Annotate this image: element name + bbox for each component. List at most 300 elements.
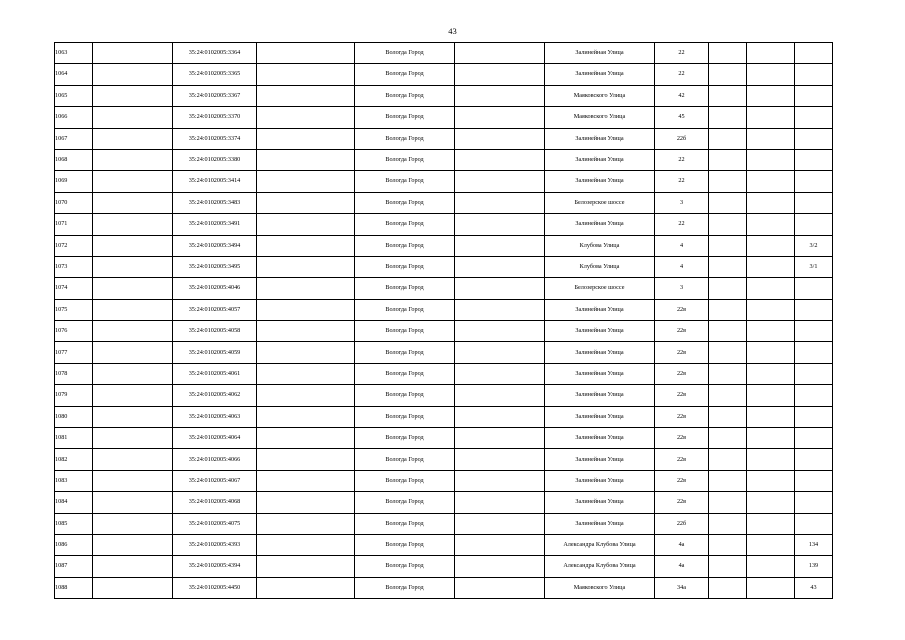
empty-cell	[709, 556, 747, 577]
cadastral-number-cell: 35:24:0102005:3374	[173, 128, 257, 149]
table-row	[55, 278, 833, 299]
cadastral-number-cell: 35:24:0102005:4066	[173, 449, 257, 470]
empty-cell	[455, 85, 545, 106]
row-number-cell: 1077	[55, 342, 93, 363]
street-cell: Залинейная Улица	[545, 214, 655, 235]
empty-cell	[257, 64, 355, 85]
empty-cell	[455, 406, 545, 427]
empty-cell	[257, 385, 355, 406]
empty-cell	[747, 299, 795, 320]
table-row	[55, 449, 833, 470]
empty-cell	[709, 256, 747, 277]
table-row	[55, 149, 833, 170]
empty-cell	[709, 107, 747, 128]
empty-cell	[93, 278, 173, 299]
empty-cell	[455, 513, 545, 534]
table-row	[55, 556, 833, 577]
empty-cell	[257, 342, 355, 363]
empty-cell	[257, 449, 355, 470]
apartment-cell	[795, 449, 833, 470]
house-number-cell: 22б	[655, 513, 709, 534]
row-number-cell: 1074	[55, 278, 93, 299]
empty-cell	[709, 449, 747, 470]
empty-cell	[93, 321, 173, 342]
cadastral-number-cell: 35:24:0102005:4062	[173, 385, 257, 406]
cadastral-number-cell: 35:24:0102005:4057	[173, 299, 257, 320]
empty-cell	[93, 64, 173, 85]
empty-cell	[93, 449, 173, 470]
empty-cell	[257, 513, 355, 534]
empty-cell	[455, 278, 545, 299]
city-cell: Вологда Город	[355, 64, 455, 85]
apartment-cell	[795, 171, 833, 192]
cadastral-number-cell: 35:24:0102005:3380	[173, 149, 257, 170]
city-cell: Вологда Город	[355, 385, 455, 406]
apartment-cell	[795, 321, 833, 342]
cadastral-number-cell: 35:24:0102005:3370	[173, 107, 257, 128]
empty-cell	[93, 171, 173, 192]
table-row	[55, 577, 833, 598]
row-number-cell: 1083	[55, 470, 93, 491]
row-number-cell: 1073	[55, 256, 93, 277]
empty-cell	[455, 128, 545, 149]
table-row	[55, 214, 833, 235]
row-number-cell: 1082	[55, 449, 93, 470]
city-cell: Вологда Город	[355, 107, 455, 128]
city-cell: Вологда Город	[355, 278, 455, 299]
street-cell: Клубова Улица	[545, 256, 655, 277]
table-row	[55, 470, 833, 491]
empty-cell	[709, 192, 747, 213]
table-row	[55, 342, 833, 363]
cadastral-number-cell: 35:24:0102005:4046	[173, 278, 257, 299]
empty-cell	[257, 85, 355, 106]
apartment-cell	[795, 149, 833, 170]
city-cell: Вологда Город	[355, 299, 455, 320]
empty-cell	[455, 449, 545, 470]
table-row	[55, 256, 833, 277]
house-number-cell: 22в	[655, 449, 709, 470]
house-number-cell: 4	[655, 235, 709, 256]
house-number-cell: 22	[655, 149, 709, 170]
street-cell: Маяковского Улица	[545, 85, 655, 106]
empty-cell	[257, 534, 355, 555]
empty-cell	[257, 492, 355, 513]
table-row	[55, 235, 833, 256]
table-row	[55, 513, 833, 534]
table-row	[55, 363, 833, 384]
apartment-cell	[795, 470, 833, 491]
apartment-cell	[795, 128, 833, 149]
house-number-cell: 22в	[655, 492, 709, 513]
apartment-cell	[795, 299, 833, 320]
cadastral-number-cell: 35:24:0102005:3367	[173, 85, 257, 106]
row-number-cell: 1081	[55, 428, 93, 449]
row-number-cell: 1064	[55, 64, 93, 85]
table-row	[55, 64, 833, 85]
table-row	[55, 428, 833, 449]
empty-cell	[747, 256, 795, 277]
empty-cell	[747, 128, 795, 149]
house-number-cell: 22	[655, 171, 709, 192]
empty-cell	[747, 235, 795, 256]
empty-cell	[709, 149, 747, 170]
house-number-cell: 3	[655, 278, 709, 299]
city-cell: Вологда Город	[355, 192, 455, 213]
empty-cell	[709, 128, 747, 149]
cadastral-number-cell: 35:24:0102005:4058	[173, 321, 257, 342]
empty-cell	[709, 492, 747, 513]
empty-cell	[93, 107, 173, 128]
empty-cell	[709, 428, 747, 449]
street-cell: Залинейная Улица	[545, 428, 655, 449]
empty-cell	[709, 171, 747, 192]
empty-cell	[747, 428, 795, 449]
table-row	[55, 85, 833, 106]
row-number-cell: 1085	[55, 513, 93, 534]
street-cell: Залинейная Улица	[545, 321, 655, 342]
street-cell: Залинейная Улица	[545, 128, 655, 149]
empty-cell	[257, 577, 355, 598]
apartment-cell: 3/2	[795, 235, 833, 256]
empty-cell	[93, 513, 173, 534]
street-cell: Александра Клубова Улица	[545, 534, 655, 555]
cadastral-number-cell: 35:24:0102005:4063	[173, 406, 257, 427]
empty-cell	[709, 342, 747, 363]
empty-cell	[257, 321, 355, 342]
apartment-cell	[795, 278, 833, 299]
apartment-cell	[795, 64, 833, 85]
street-cell: Залинейная Улица	[545, 470, 655, 491]
empty-cell	[709, 64, 747, 85]
empty-cell	[747, 149, 795, 170]
city-cell: Вологда Город	[355, 235, 455, 256]
empty-cell	[455, 171, 545, 192]
row-number-cell: 1068	[55, 149, 93, 170]
empty-cell	[709, 299, 747, 320]
empty-cell	[455, 256, 545, 277]
city-cell: Вологда Город	[355, 492, 455, 513]
cadastral-number-cell: 35:24:0102005:4393	[173, 534, 257, 555]
empty-cell	[709, 85, 747, 106]
empty-cell	[747, 214, 795, 235]
house-number-cell: 22в	[655, 321, 709, 342]
city-cell: Вологда Город	[355, 256, 455, 277]
street-cell: Маяковского Улица	[545, 577, 655, 598]
empty-cell	[93, 128, 173, 149]
cadastral-number-cell: 35:24:0102005:4068	[173, 492, 257, 513]
empty-cell	[93, 363, 173, 384]
empty-cell	[747, 577, 795, 598]
city-cell: Вологда Город	[355, 128, 455, 149]
city-cell: Вологда Город	[355, 214, 455, 235]
street-cell: Залинейная Улица	[545, 43, 655, 64]
city-cell: Вологда Город	[355, 85, 455, 106]
cadastral-number-cell: 35:24:0102005:4075	[173, 513, 257, 534]
empty-cell	[747, 385, 795, 406]
empty-cell	[747, 321, 795, 342]
empty-cell	[257, 406, 355, 427]
city-cell: Вологда Город	[355, 449, 455, 470]
house-number-cell: 42	[655, 85, 709, 106]
apartment-cell: 43	[795, 577, 833, 598]
city-cell: Вологда Город	[355, 43, 455, 64]
row-number-cell: 1067	[55, 128, 93, 149]
empty-cell	[257, 43, 355, 64]
empty-cell	[709, 406, 747, 427]
table-row	[55, 171, 833, 192]
empty-cell	[455, 192, 545, 213]
apartment-cell	[795, 492, 833, 513]
row-number-cell: 1086	[55, 534, 93, 555]
empty-cell	[93, 192, 173, 213]
house-number-cell: 22в	[655, 342, 709, 363]
cadastral-number-cell: 35:24:0102005:4450	[173, 577, 257, 598]
row-number-cell: 1069	[55, 171, 93, 192]
apartment-cell	[795, 342, 833, 363]
empty-cell	[257, 171, 355, 192]
street-cell: Залинейная Улица	[545, 513, 655, 534]
empty-cell	[93, 577, 173, 598]
empty-cell	[455, 428, 545, 449]
empty-cell	[747, 171, 795, 192]
empty-cell	[709, 321, 747, 342]
house-number-cell: 4а	[655, 534, 709, 555]
empty-cell	[93, 492, 173, 513]
empty-cell	[257, 363, 355, 384]
row-number-cell: 1087	[55, 556, 93, 577]
apartment-cell	[795, 214, 833, 235]
city-cell: Вологда Город	[355, 149, 455, 170]
city-cell: Вологда Город	[355, 534, 455, 555]
table-row	[55, 406, 833, 427]
empty-cell	[93, 149, 173, 170]
street-cell: Залинейная Улица	[545, 171, 655, 192]
empty-cell	[257, 256, 355, 277]
empty-cell	[709, 214, 747, 235]
empty-cell	[257, 192, 355, 213]
city-cell: Вологда Город	[355, 406, 455, 427]
cadastral-number-cell: 35:24:0102005:3365	[173, 64, 257, 85]
house-number-cell: 22в	[655, 299, 709, 320]
apartment-cell	[795, 385, 833, 406]
city-cell: Вологда Город	[355, 470, 455, 491]
house-number-cell: 22в	[655, 385, 709, 406]
empty-cell	[257, 107, 355, 128]
table-row	[55, 299, 833, 320]
empty-cell	[455, 556, 545, 577]
table-row	[55, 43, 833, 64]
cadastral-number-cell: 35:24:0102005:3494	[173, 235, 257, 256]
street-cell: Александра Клубова Улица	[545, 556, 655, 577]
cadastral-number-cell: 35:24:0102005:4061	[173, 363, 257, 384]
street-cell: Залинейная Улица	[545, 363, 655, 384]
apartment-cell: 139	[795, 556, 833, 577]
row-number-cell: 1075	[55, 299, 93, 320]
empty-cell	[93, 342, 173, 363]
empty-cell	[257, 299, 355, 320]
empty-cell	[455, 214, 545, 235]
empty-cell	[455, 299, 545, 320]
empty-cell	[93, 214, 173, 235]
house-number-cell: 22в	[655, 406, 709, 427]
cadastral-number-cell: 35:24:0102005:3414	[173, 171, 257, 192]
street-cell: Залинейная Улица	[545, 299, 655, 320]
empty-cell	[257, 235, 355, 256]
city-cell: Вологда Город	[355, 556, 455, 577]
property-registry-table	[54, 42, 833, 599]
empty-cell	[709, 385, 747, 406]
empty-cell	[709, 513, 747, 534]
empty-cell	[455, 534, 545, 555]
apartment-cell	[795, 85, 833, 106]
house-number-cell: 3	[655, 192, 709, 213]
apartment-cell: 134	[795, 534, 833, 555]
cadastral-number-cell: 35:24:0102005:4059	[173, 342, 257, 363]
empty-cell	[455, 321, 545, 342]
empty-cell	[747, 449, 795, 470]
empty-cell	[747, 470, 795, 491]
apartment-cell	[795, 43, 833, 64]
empty-cell	[709, 235, 747, 256]
empty-cell	[747, 278, 795, 299]
apartment-cell	[795, 192, 833, 213]
house-number-cell: 4а	[655, 556, 709, 577]
cadastral-number-cell: 35:24:0102005:3364	[173, 43, 257, 64]
table-row	[55, 128, 833, 149]
cadastral-number-cell: 35:24:0102005:3483	[173, 192, 257, 213]
empty-cell	[257, 428, 355, 449]
row-number-cell: 1080	[55, 406, 93, 427]
house-number-cell: 22в	[655, 428, 709, 449]
empty-cell	[747, 342, 795, 363]
empty-cell	[257, 278, 355, 299]
page-number: 43	[448, 26, 457, 36]
empty-cell	[93, 534, 173, 555]
empty-cell	[257, 556, 355, 577]
city-cell: Вологда Город	[355, 428, 455, 449]
empty-cell	[93, 43, 173, 64]
empty-cell	[93, 470, 173, 491]
empty-cell	[709, 278, 747, 299]
cadastral-number-cell: 35:24:0102005:4064	[173, 428, 257, 449]
house-number-cell: 34а	[655, 577, 709, 598]
empty-cell	[455, 342, 545, 363]
cadastral-number-cell: 35:24:0102005:4067	[173, 470, 257, 491]
table-row	[55, 385, 833, 406]
table-row	[55, 534, 833, 555]
street-cell: Белозерское шоссе	[545, 192, 655, 213]
street-cell: Белозерское шоссе	[545, 278, 655, 299]
street-cell: Залинейная Улица	[545, 492, 655, 513]
empty-cell	[747, 492, 795, 513]
table-row	[55, 492, 833, 513]
empty-cell	[709, 43, 747, 64]
row-number-cell: 1071	[55, 214, 93, 235]
empty-cell	[93, 85, 173, 106]
street-cell: Залинейная Улица	[545, 149, 655, 170]
empty-cell	[93, 299, 173, 320]
apartment-cell	[795, 406, 833, 427]
street-cell: Залинейная Улица	[545, 406, 655, 427]
apartment-cell	[795, 428, 833, 449]
row-number-cell: 1072	[55, 235, 93, 256]
house-number-cell: 22	[655, 214, 709, 235]
street-cell: Клубова Улица	[545, 235, 655, 256]
empty-cell	[747, 64, 795, 85]
house-number-cell: 22	[655, 43, 709, 64]
row-number-cell: 1066	[55, 107, 93, 128]
cadastral-number-cell: 35:24:0102005:4394	[173, 556, 257, 577]
empty-cell	[747, 192, 795, 213]
street-cell: Залинейная Улица	[545, 449, 655, 470]
empty-cell	[747, 406, 795, 427]
city-cell: Вологда Город	[355, 363, 455, 384]
street-cell: Маяковского Улица	[545, 107, 655, 128]
empty-cell	[709, 363, 747, 384]
empty-cell	[93, 235, 173, 256]
street-cell: Залинейная Улица	[545, 64, 655, 85]
cadastral-number-cell: 35:24:0102005:3495	[173, 256, 257, 277]
empty-cell	[455, 492, 545, 513]
house-number-cell: 22в	[655, 363, 709, 384]
apartment-cell	[795, 513, 833, 534]
table-row	[55, 192, 833, 213]
empty-cell	[455, 149, 545, 170]
row-number-cell: 1070	[55, 192, 93, 213]
row-number-cell: 1088	[55, 577, 93, 598]
city-cell: Вологда Город	[355, 342, 455, 363]
empty-cell	[747, 534, 795, 555]
house-number-cell: 22	[655, 64, 709, 85]
empty-cell	[747, 363, 795, 384]
apartment-cell: 3/1	[795, 256, 833, 277]
street-cell: Залинейная Улица	[545, 385, 655, 406]
apartment-cell	[795, 107, 833, 128]
empty-cell	[455, 385, 545, 406]
empty-cell	[455, 64, 545, 85]
row-number-cell: 1084	[55, 492, 93, 513]
empty-cell	[455, 363, 545, 384]
empty-cell	[257, 149, 355, 170]
house-number-cell: 22в	[655, 470, 709, 491]
empty-cell	[455, 43, 545, 64]
empty-cell	[257, 214, 355, 235]
table-body	[55, 43, 833, 599]
empty-cell	[747, 107, 795, 128]
empty-cell	[709, 470, 747, 491]
empty-cell	[455, 470, 545, 491]
house-number-cell: 45	[655, 107, 709, 128]
empty-cell	[93, 428, 173, 449]
empty-cell	[93, 406, 173, 427]
empty-cell	[455, 577, 545, 598]
cadastral-number-cell: 35:24:0102005:3491	[173, 214, 257, 235]
empty-cell	[709, 534, 747, 555]
row-number-cell: 1079	[55, 385, 93, 406]
street-cell: Залинейная Улица	[545, 342, 655, 363]
city-cell: Вологда Город	[355, 577, 455, 598]
empty-cell	[257, 128, 355, 149]
empty-cell	[257, 470, 355, 491]
house-number-cell: 22б	[655, 128, 709, 149]
house-number-cell: 4	[655, 256, 709, 277]
city-cell: Вологда Город	[355, 171, 455, 192]
city-cell: Вологда Город	[355, 513, 455, 534]
table-row	[55, 321, 833, 342]
row-number-cell: 1065	[55, 85, 93, 106]
empty-cell	[747, 43, 795, 64]
